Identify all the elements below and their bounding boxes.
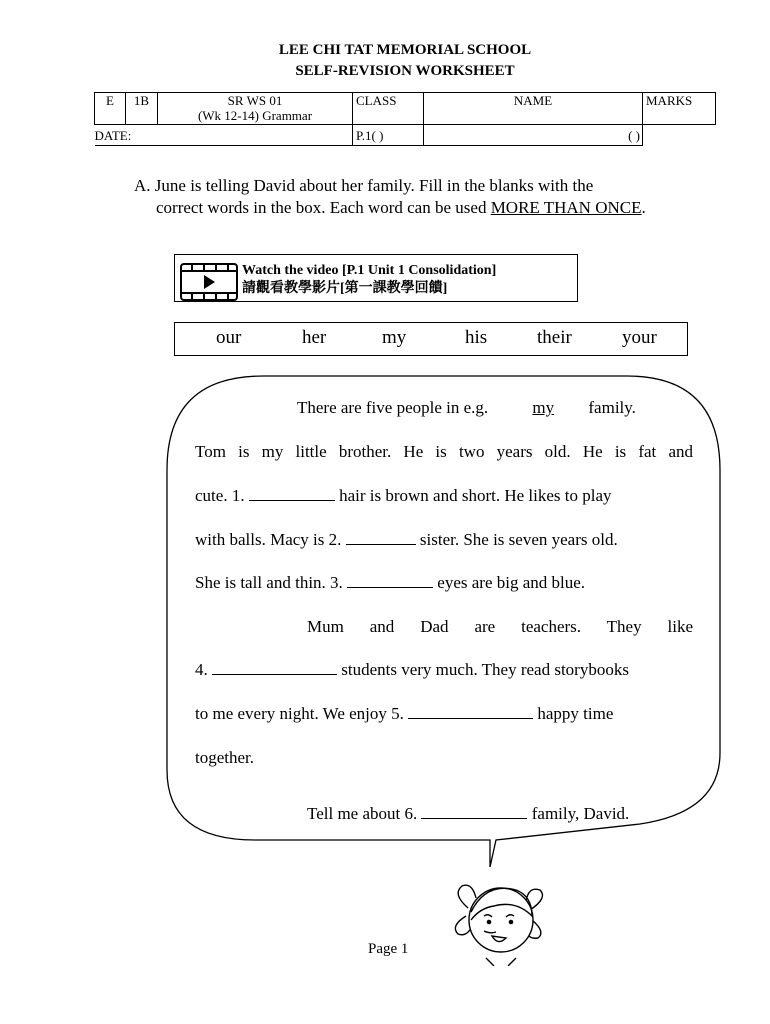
name-label: NAME	[424, 93, 643, 125]
class-label: CLASS	[353, 93, 424, 125]
story-text: happy time	[533, 704, 614, 723]
question-instructions	[134, 175, 694, 219]
story-line-6: Mum and Dad are teachers. They like	[307, 617, 693, 636]
question-number: A.	[134, 176, 151, 195]
example-answer: my	[532, 398, 555, 417]
story-text: with balls. Macy is 2.	[195, 530, 346, 549]
worksheet-title: SELF-REVISION WORKSHEET	[295, 63, 515, 79]
answer-blank-5[interactable]	[408, 704, 533, 719]
page-number: Page 1	[368, 941, 409, 957]
marks-cell	[643, 125, 716, 146]
video-play-icon[interactable]	[180, 263, 238, 301]
video-title-en: Watch the video [P.1 Unit 1 Consolidation]	[242, 263, 497, 278]
story-line-10	[307, 804, 629, 824]
question-line1: June is telling David about her family. Fill in the blanks with the	[154, 176, 594, 195]
story-text: sister. She is seven years old.	[415, 530, 618, 549]
school-name: LEE CHI TAT MEMORIAL SCHOOL	[278, 42, 532, 58]
info-table	[94, 92, 716, 146]
class-value[interactable]: P.1( )	[353, 125, 424, 146]
code-sub-label: (Wk 12-14) Grammar	[197, 108, 313, 123]
name-value[interactable]: ( )	[424, 125, 643, 146]
word-bank-item: your	[622, 327, 657, 348]
word-bank-item: her	[302, 327, 327, 348]
story-line-2: Tom is my little brother. He is two years old. He is fat and	[195, 442, 693, 461]
story-line-5	[195, 573, 585, 593]
story-line-4	[195, 530, 618, 550]
word-bank-item: my	[382, 327, 407, 348]
question-end: .	[641, 198, 646, 217]
story-text: 4.	[195, 660, 212, 679]
answer-blank-2[interactable]	[346, 530, 416, 545]
question-emphasis: MORE THAN ONCE	[490, 198, 642, 217]
story-text: eyes are big and blue.	[433, 573, 586, 592]
code-cell	[158, 93, 353, 125]
marks-label: MARKS	[643, 93, 716, 125]
word-bank-box	[174, 322, 688, 356]
word-bank-item: their	[537, 327, 572, 348]
word-bank-item: our	[216, 327, 242, 348]
story-text: to me every night. We enjoy 5.	[195, 704, 409, 723]
date-label: DATE:	[95, 125, 353, 146]
story-line-9: together.	[195, 748, 255, 767]
answer-blank-6[interactable]	[421, 804, 527, 819]
girl-illustration	[446, 876, 556, 966]
story-line-1	[297, 398, 636, 418]
story-text: family.	[584, 398, 636, 417]
story-text: She is tall and thin. 3.	[195, 573, 348, 592]
story-text: students very much. They read storybooks	[337, 660, 629, 679]
question-line2-wrap	[134, 197, 694, 219]
story-line-3	[195, 486, 612, 506]
answer-blank-3[interactable]	[347, 573, 433, 588]
code-label: SR WS 01	[227, 93, 283, 108]
story-text: cute. 1.	[195, 486, 249, 505]
question-line2: correct words in the box. Each word can be used	[156, 198, 487, 217]
level-cell: 1B	[126, 93, 158, 125]
word-bank-item: his	[465, 327, 488, 348]
video-title-zh: 請觀看教學影片[第一課教學回饋]	[242, 281, 448, 296]
story-text: Tell me about 6.	[307, 804, 422, 823]
story-text: There are five people in e.g.	[297, 398, 493, 417]
story-line-8	[195, 704, 613, 724]
answer-blank-4[interactable]	[212, 660, 337, 675]
story-text: family, David.	[527, 804, 630, 823]
story-line-7	[195, 660, 629, 680]
answer-blank-1[interactable]	[249, 486, 335, 501]
subject-cell: E	[95, 93, 126, 125]
story-text: hair is brown and short. He likes to play	[334, 486, 612, 505]
video-caption[interactable]	[242, 262, 496, 298]
